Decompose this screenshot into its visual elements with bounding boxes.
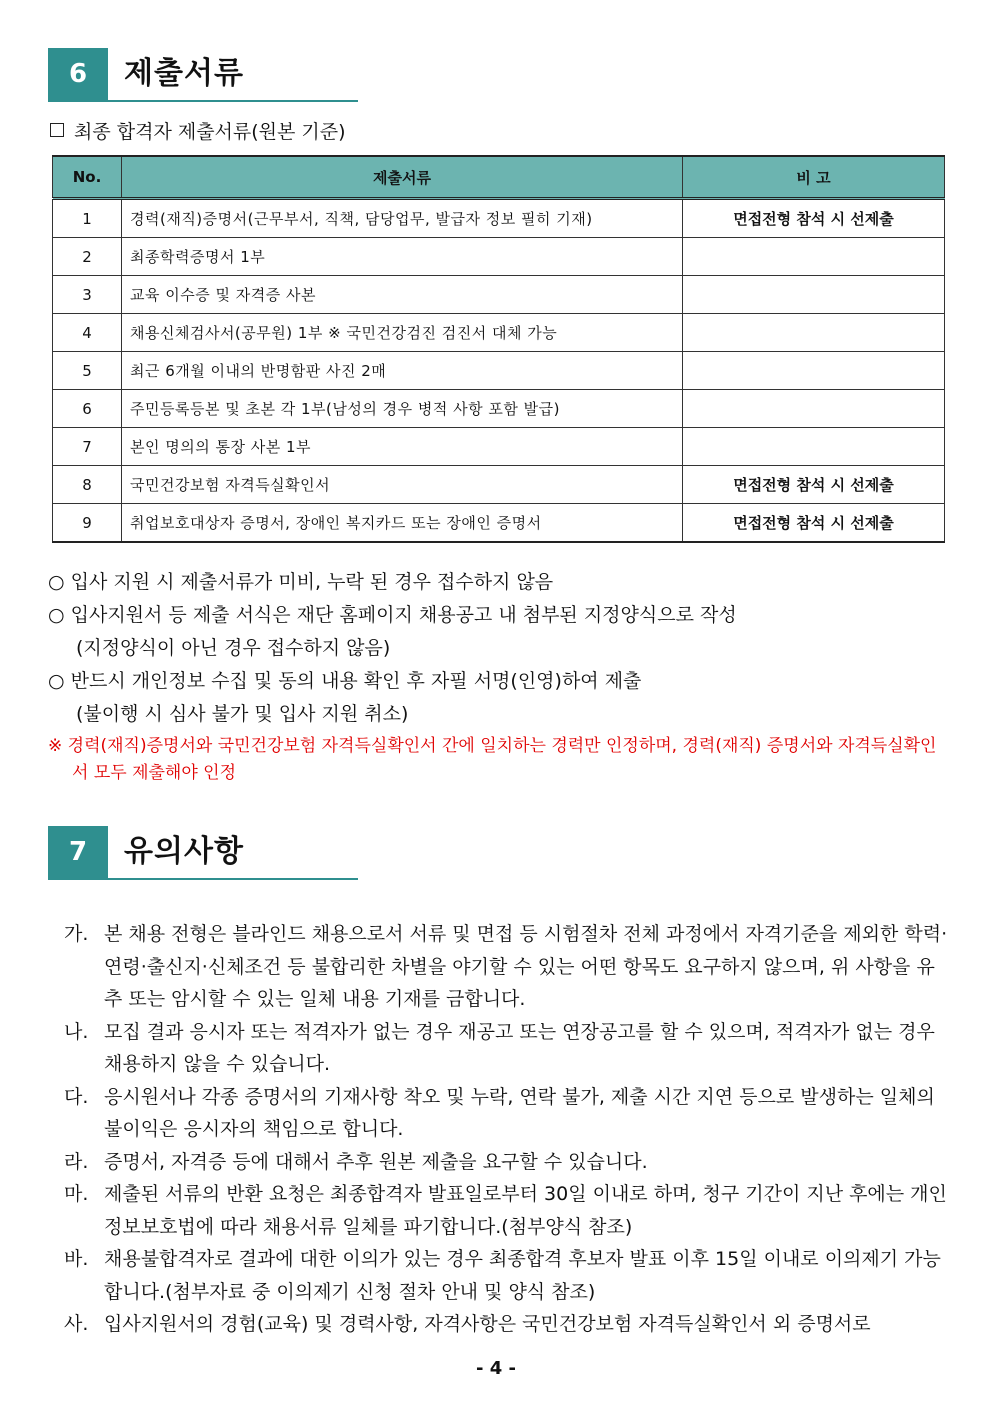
row-document: 국민건강보험 자격득실확인서 xyxy=(122,466,683,504)
row-number: 9 xyxy=(53,504,122,543)
list-item xyxy=(64,1081,948,1146)
table-header-row xyxy=(53,156,945,199)
square-bullet-icon xyxy=(50,123,64,137)
row-remark: 면접전형 참석 시 선제출 xyxy=(683,504,945,543)
table-row xyxy=(53,314,945,352)
page-number: - 4 - xyxy=(476,1358,516,1379)
row-remark: 면접전형 참석 시 선제출 xyxy=(683,466,945,504)
item-label: 라. xyxy=(64,1150,89,1173)
section-6-header xyxy=(48,48,358,102)
table-row xyxy=(53,466,945,504)
table-row xyxy=(53,276,945,314)
col-header-no: No. xyxy=(53,156,122,199)
item-label: 다. xyxy=(64,1085,89,1108)
bullet-designated-form-note: (지정양식이 아닌 경우 접수하지 않음) xyxy=(76,637,391,659)
row-document: 본인 명의의 통장 사본 1부 xyxy=(122,428,683,466)
row-document: 경력(재직)증명서(근무부서, 직책, 담당업무, 발급자 정보 필히 기재) xyxy=(122,199,683,238)
row-remark xyxy=(683,314,945,352)
section-6-title: 제출서류 xyxy=(124,56,244,91)
section-7-number: 7 xyxy=(48,826,108,878)
list-item xyxy=(64,1308,948,1341)
section-6-number: 6 xyxy=(48,48,108,100)
row-document: 최근 6개월 이내의 반명함판 사진 2매 xyxy=(122,352,683,390)
item-label: 사. xyxy=(64,1313,89,1335)
bullet-designated-form: ○ 입사지원서 등 제출 서식은 재단 홈페이지 채용공고 내 첨부된 지정양식으로 작성 xyxy=(48,604,737,626)
row-number: 8 xyxy=(53,466,122,504)
row-remark xyxy=(683,390,945,428)
row-document: 교육 이수증 및 자격증 사본 xyxy=(122,276,683,314)
bullet-incomplete-docs: ○ 입사 지원 시 제출서류가 미비, 누락 된 경우 접수하지 않음 xyxy=(48,571,554,593)
table-row xyxy=(53,390,945,428)
bullet-signature-note: (불이행 시 심사 불가 및 입사 지원 취소) xyxy=(76,703,409,725)
col-header-remarks: 비 고 xyxy=(683,156,945,199)
bullet-signature: ○ 반드시 개인정보 수집 및 동의 내용 확인 후 자필 서명(인영)하여 제출 xyxy=(48,670,642,692)
list-item xyxy=(64,1243,948,1308)
row-remark xyxy=(683,428,945,466)
section-6-bullets xyxy=(48,566,948,787)
item-label: 가. xyxy=(64,923,89,945)
warning-note: ※ 경력(재직)증명서와 국민건강보험 자격득실확인서 간에 일치하는 경력만 인정하며, 경력(재직) 증명서와 자격득실확인서 모두 제출해야 인정 xyxy=(48,736,937,783)
item-label: 마. xyxy=(64,1183,89,1205)
row-number: 2 xyxy=(53,238,122,276)
table-row xyxy=(53,352,945,390)
col-header-documents: 제출서류 xyxy=(122,156,683,199)
section-7-title: 유의사항 xyxy=(124,834,244,869)
list-item xyxy=(64,1146,948,1179)
documents-table xyxy=(52,155,945,543)
table-row xyxy=(53,238,945,276)
row-document: 최종학력증명서 1부 xyxy=(122,238,683,276)
item-label: 바. xyxy=(64,1248,89,1270)
row-document: 취업보호대상자 증명서, 장애인 복지카드 또는 장애인 증명서 xyxy=(122,504,683,543)
row-remark xyxy=(683,352,945,390)
section-7-header xyxy=(48,826,358,880)
row-number: 6 xyxy=(53,390,122,428)
table-row xyxy=(53,428,945,466)
section-6-subheading xyxy=(50,120,346,144)
row-number: 5 xyxy=(53,352,122,390)
row-number: 1 xyxy=(53,199,122,238)
item-text: 입사지원서의 경험(교육) 및 경력사항, 자격사항은 국민건강보험 자격득실확인서 외 증명서로 xyxy=(104,1313,871,1335)
item-text: 모집 결과 응시자 또는 적격자가 없는 경우 재공고 또는 연장공고를 할 수 있으며, 적격자가 없는 경우 채용하지 않을 수 있습니다. xyxy=(104,1020,935,1075)
row-remark xyxy=(683,238,945,276)
section-7-notes xyxy=(64,918,948,1341)
table-row xyxy=(53,199,945,238)
list-item xyxy=(64,1178,948,1243)
item-text: 본 채용 전형은 블라인드 채용으로서 서류 및 면접 등 시험절차 전체 과정에서 자격기준을 제외한 학력·연령·출신지·신체조건 등 불합리한 차별을 야기할 수 있는 어떤 항목도 요구하지 않으며, 위 사항을 유추 또는 암시할 수 있는 일체 내용 기재를 금합니다. xyxy=(104,923,948,1010)
row-number: 4 xyxy=(53,314,122,352)
item-label: 나. xyxy=(64,1020,89,1043)
item-text: 응시원서나 각종 증명서의 기재사항 착오 및 누락, 연락 불가, 제출 시간 지연 등으로 발생하는 일체의 불이익은 응시자의 책임으로 합니다. xyxy=(104,1085,935,1140)
row-number: 3 xyxy=(53,276,122,314)
table-row xyxy=(53,504,945,543)
row-document: 주민등록등본 및 초본 각 1부(남성의 경우 병적 사항 포함 발급) xyxy=(122,390,683,428)
item-text: 제출된 서류의 반환 요청은 최종합격자 발표일로부터 30일 이내로 하며, 청구 기간이 지난 후에는 개인정보보호법에 따라 채용서류 일체를 파기합니다.(첨부양식 참조) xyxy=(104,1183,947,1238)
row-document: 채용신체검사서(공무원) 1부 ※ 국민건강검진 검진서 대체 가능 xyxy=(122,314,683,352)
row-number: 7 xyxy=(53,428,122,466)
list-item xyxy=(64,918,948,1016)
list-item xyxy=(64,1016,948,1081)
row-remark: 면접전형 참석 시 선제출 xyxy=(683,199,945,238)
subheading-text: 최종 합격자 제출서류(원본 기준) xyxy=(74,121,346,143)
item-text: 증명서, 자격증 등에 대해서 추후 원본 제출을 요구할 수 있습니다. xyxy=(104,1150,648,1173)
row-remark xyxy=(683,276,945,314)
item-text: 채용불합격자로 결과에 대한 이의가 있는 경우 최종합격 후보자 발표 이후 15일 이내로 이의제기 가능합니다.(첨부자료 중 이의제기 신청 절차 안내 및 양식 참조) xyxy=(104,1248,941,1303)
